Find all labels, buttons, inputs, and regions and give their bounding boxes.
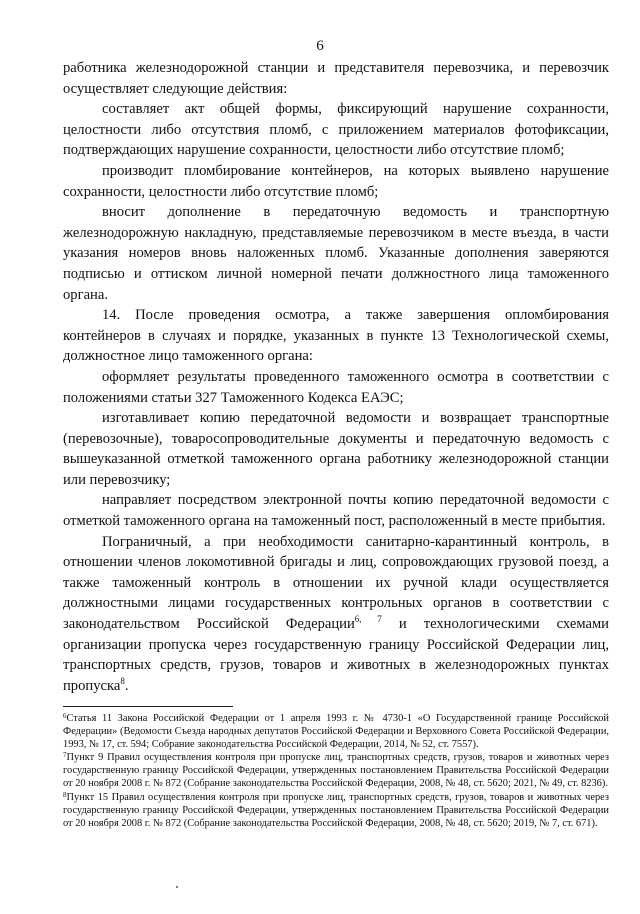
scan-speck — [176, 886, 178, 888]
footnote-ref-8: 8 — [120, 675, 125, 686]
footnote-7 — [63, 751, 609, 790]
footnote-mark: 7 — [63, 751, 67, 760]
footnote-6 — [63, 712, 609, 751]
paragraph-results: оформляет результаты проведенного таможенного осмотра в соответствии с положениями статьи 327 Таможенного Кодекса ЕАЭС; — [63, 368, 609, 406]
border-control-text-2: и технологическими схемами организации пропуска через государственную границу Российской Федерации лиц, транспортных средств, грузов, товаров и животных в железнодорожных пунктах пропуска — [63, 616, 609, 694]
border-control-text-1: Пограничный, а при необходимости санитарно-карантинный контроль, в отношении членов локомотивной бригады и лиц, сопровождающих грузовой поезд, а также таможенный контроль в отношении их ручной клади осуществляется должностными лицами государственных контрольных органов в соответствии с законодательством Российской Федерации — [63, 533, 609, 633]
paragraph-item-14: 14. После проведения осмотра, а также завершения опломбирования контейнеров в случаях и порядке, указанных в пункте 13 Технологической схемы, должностное лицо таможенного органа: — [63, 307, 609, 365]
paragraph-sealing: производит пломбирование контейнеров, на которых выявлено нарушение сохранности, целостности либо отсутствие пломб; — [63, 162, 609, 200]
page-number: 6 — [316, 38, 324, 54]
body-text — [63, 58, 609, 696]
border-control-text-3: . — [124, 677, 129, 694]
footnote-mark: 6 — [63, 712, 67, 720]
footnote-8 — [63, 791, 609, 830]
footnote-text: Статья 11 Закона Российской Федерации от 1 апреля 1993 г. № 4730-1 «О Государственной границе Российской Федерации» (Ведомости Съезда народных депутатов Российской Федерации и Верховного Совета Российской Федерации, 1993, № 17, ст. 594; Собрание законодательства Российской Федерации, 2014, № 52, ст. 7557). — [63, 713, 609, 751]
paragraph-copy: изготавливает копию передаточной ведомости и возвращает транспортные (перевозочные), товаросопроводительные документы и передаточную ведомость с вышеуказанной отметкой таможенного органа работнику железнодорожной станции или перевозчику; — [63, 410, 609, 488]
footnote-divider — [63, 706, 233, 707]
paragraph-border-control — [63, 532, 609, 697]
paragraph-intro: работника железнодорожной станции и представителя перевозчика, и перевозчик осуществляет следующие действия: — [63, 60, 609, 97]
footnotes — [63, 712, 609, 830]
paragraph-email: направляет посредством электронной почты копию передаточной ведомости с отметкой таможенного органа на таможенный пост, расположенный в месте прибытия. — [63, 492, 609, 530]
footnote-ref-6-7: 6, 7 — [354, 614, 382, 625]
footnote-mark: 8 — [63, 790, 67, 799]
footnote-text: Пункт 9 Правил осуществления контроля при пропуске лиц, транспортных средств, грузов, товаров и животных через государственную границу Российской Федерации, утвержденных постановлением Правительства Российской Федерации от 20 ноября 2008 г. № 872 (Собрание законодательства Российской Федерации, 2008, № 48, ст. 5620; 2021, № 49, ст. 8236). — [63, 752, 609, 790]
paragraph-amendment: вносит дополнение в передаточную ведомость и транспортную железнодорожную накладную, представляемые перевозчиком в месте въезда, в части указания номеров вновь наложенных пломб. Указанные дополнения заверяются подписью и оттиском личной номерной печати должностного лица таможенного органа. — [63, 204, 609, 303]
footnote-text: Пункт 15 Правил осуществления контроля при пропуске лиц, транспортных средств, грузов, товаров и животных через государственную границу Российской Федерации, утвержденных постановлением Правительства Российской Федерации от 20 ноября 2008 г. № 872 (Собрание законодательства Российской Федерации, 2008, № 48, ст. 5620; 2019, № 7, ст. 671). — [63, 791, 609, 829]
paragraph-act: составляет акт общей формы, фиксирующий нарушение сохранности, целостности либо отсутствия пломб, с приложением материалов фотофиксации, подтверждающих нарушение сохранности, целостности либо отсутствие пломб; — [63, 101, 609, 159]
